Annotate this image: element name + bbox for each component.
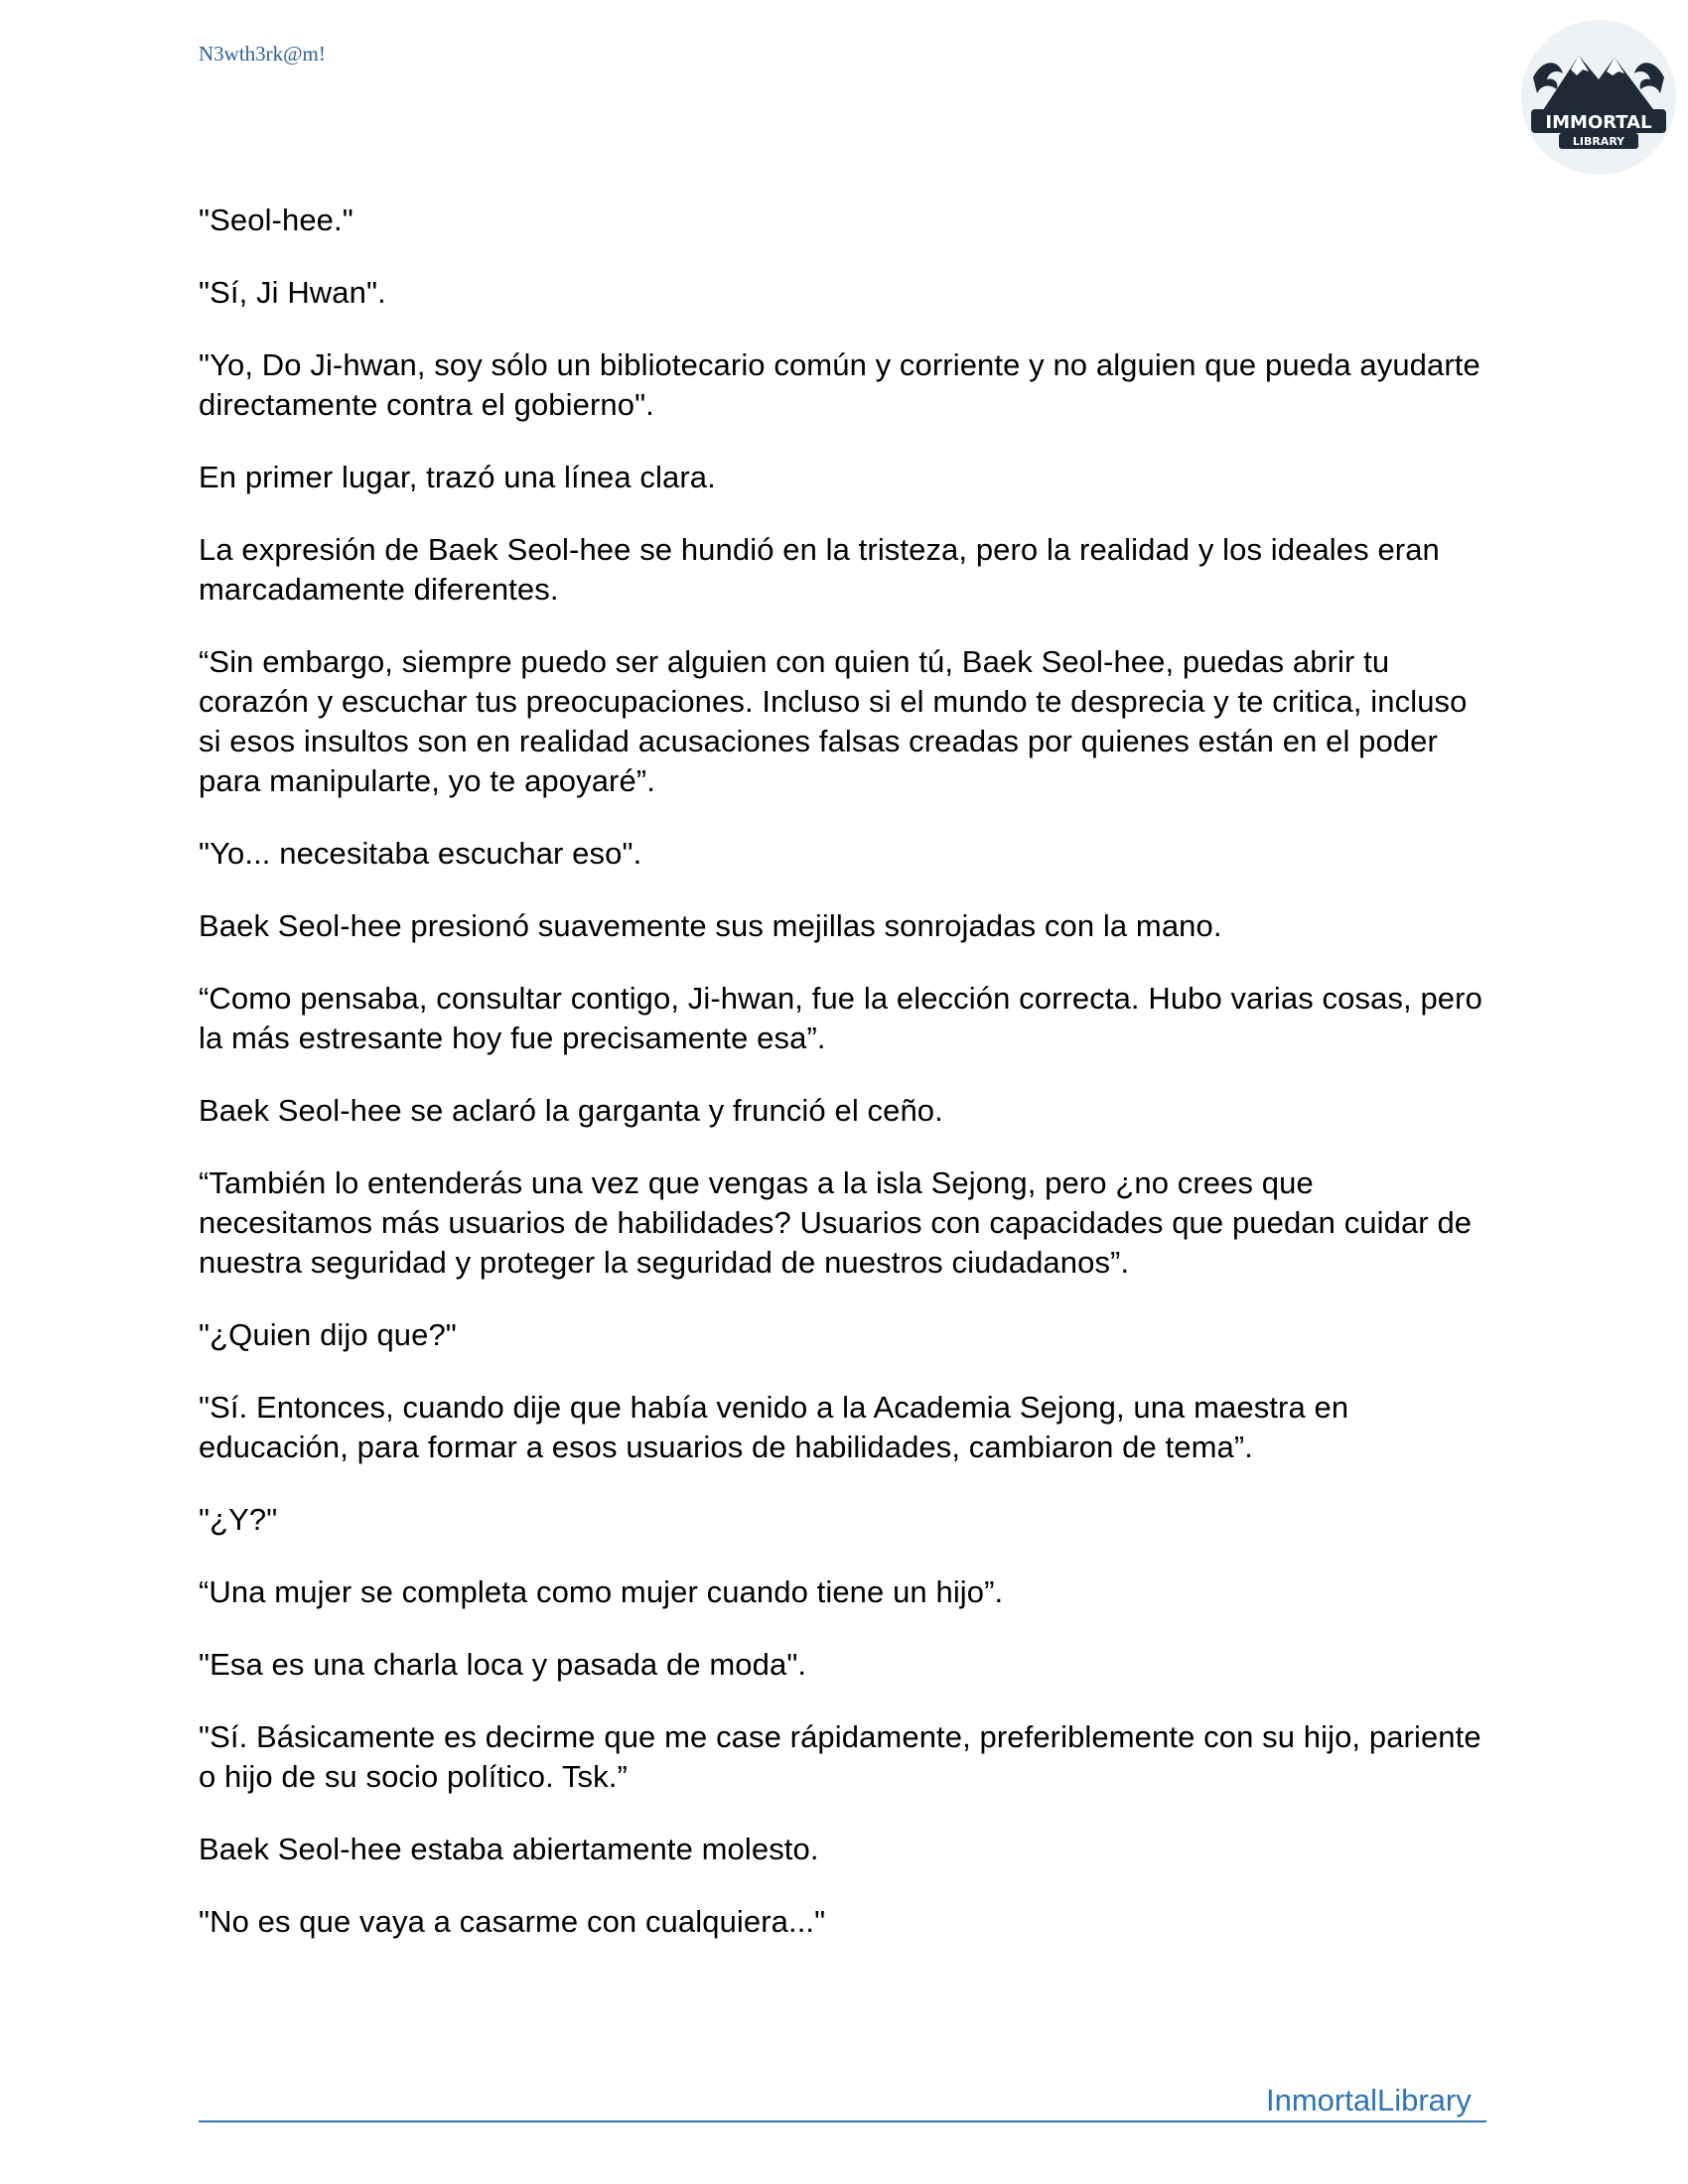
paragraph: "Yo, Do Ji-hwan, soy sólo un bibliotecario común y corriente y no alguien que pueda ayudarte directamente contra el gobierno". <box>199 347 1480 422</box>
paragraph: "Seol-hee." <box>199 203 353 237</box>
paragraph: “Como pensaba, consultar contigo, Ji-hwan, fue la elección correcta. Hubo varias cosas, pero la más estresante hoy fue precisamente esa”. <box>199 981 1482 1055</box>
paragraph: Baek Seol-hee se aclaró la garganta y frunció el ceño. <box>199 1093 943 1128</box>
logo-icon <box>1519 18 1678 177</box>
paragraph: En primer lugar, trazó una línea clara. <box>199 460 716 494</box>
paragraph: Baek Seol-hee presionó suavemente sus mejillas sonrojadas con la mano. <box>199 908 1222 943</box>
paragraph: "Sí. Entonces, cuando dije que había venido a la Academia Sejong, una maestra en educación, para formar a esos usuarios de habilidades, cambiaron de tema”. <box>199 1390 1349 1464</box>
paragraph: "Yo... necesitaba escuchar eso". <box>199 836 642 871</box>
paragraph: "No es que vaya a casarme con cualquiera..." <box>199 1904 826 1939</box>
paragraph: "Sí, Ji Hwan". <box>199 275 386 310</box>
logo-line1: IMMORTAL <box>1545 112 1652 133</box>
paragraph: "Sí. Básicamente es decirme que me case rápidamente, preferiblemente con su hijo, pariente o hijo de su socio político. Tsk.” <box>199 1719 1481 1794</box>
paragraph: “Una mujer se completa como mujer cuando tiene un hijo”. <box>199 1574 1004 1609</box>
footer-library-link[interactable]: InmortalLibrary <box>1266 2083 1472 2117</box>
paragraph: “También lo entenderás una vez que vengas a la isla Sejong, pero ¿no crees que necesitamos más usuarios de habilidades? Usuarios con capacidades que puedan cuidar de nuestra seguridad y proteger la seguridad de nuestros ciudadanos”. <box>199 1165 1473 1280</box>
paragraph: "¿Quien dijo que?" <box>199 1317 457 1352</box>
immortal-library-logo <box>1519 18 1678 177</box>
paragraph: "¿Y?" <box>199 1502 278 1537</box>
paragraph: La expresión de Baek Seol-hee se hundió en la tristeza, pero la realidad y los ideales eran marcadamente diferentes. <box>199 532 1440 607</box>
paragraph: Baek Seol-hee estaba abiertamente molesto. <box>199 1832 819 1866</box>
paragraph: “Sin embargo, siempre puedo ser alguien con quien tú, Baek Seol-hee, puedas abrir tu corazón y escuchar tus preocupaciones. Incluso si el mundo te desprecia y te critica, incluso si esos insultos son en realidad acusaciones falsas creadas por quienes están en el poder para manipularte, yo te apoyaré”. <box>199 644 1468 798</box>
watermark-text: N3wth3rk@m! <box>199 42 326 66</box>
paragraph: "Esa es una charla loca y pasada de moda". <box>199 1647 807 1682</box>
footer-divider <box>199 2120 1486 2122</box>
document-body <box>199 201 1489 1975</box>
logo-line2: LIBRARY <box>1572 135 1625 148</box>
